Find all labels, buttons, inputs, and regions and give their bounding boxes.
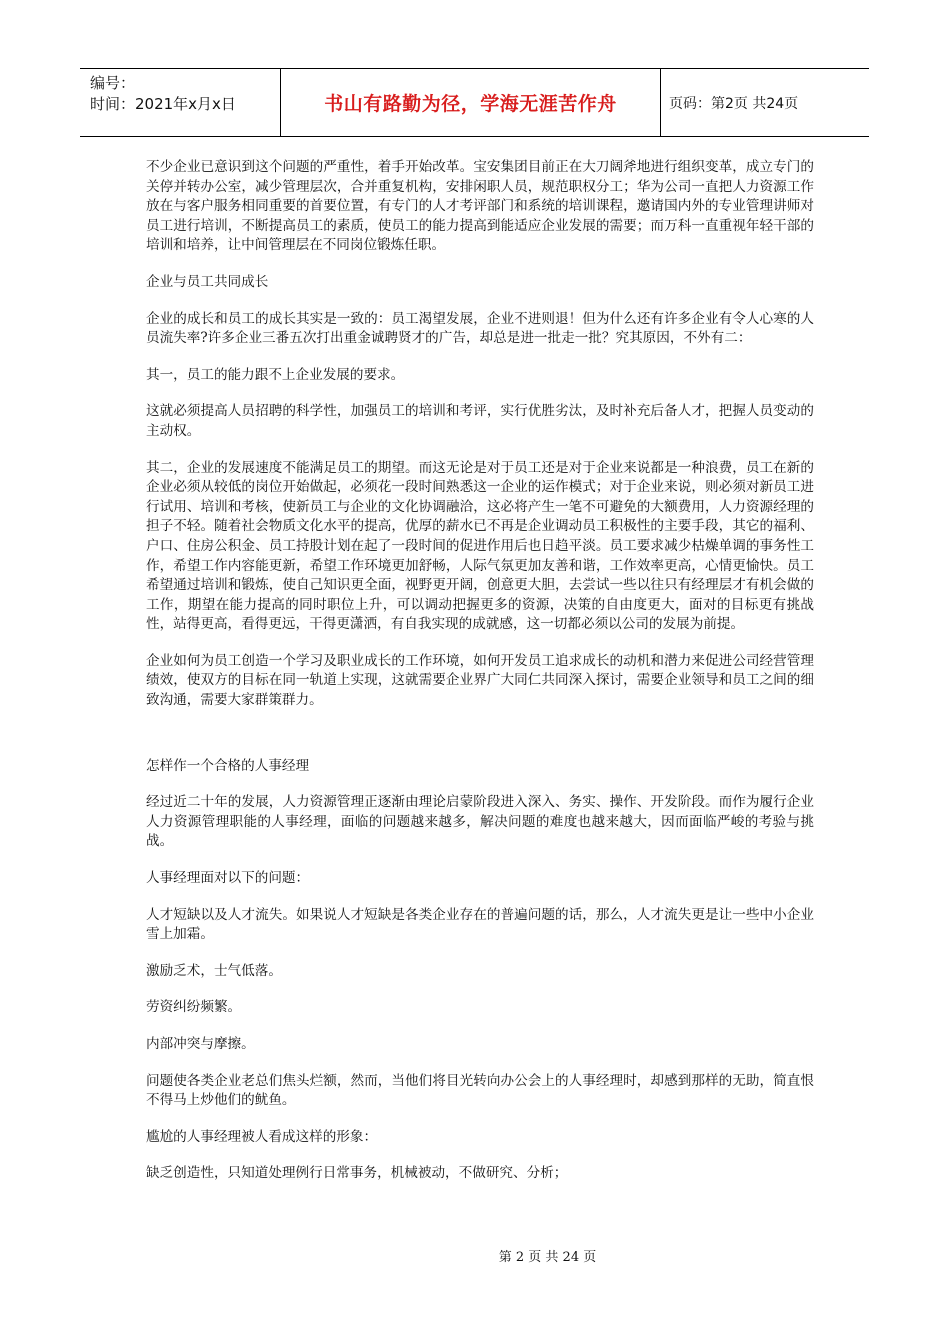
body-paragraph: 人才短缺以及人才流失。如果说人才短缺是各类企业存在的普遍问题的话，那么，人才流失更是让一些中小企业雪上加霜。 xyxy=(146,906,814,943)
body-paragraph: 劳资纠纷频繁。 xyxy=(146,999,242,1016)
body-paragraph: 其一，员工的能力跟不上企业发展的要求。 xyxy=(146,366,405,383)
section-heading: 怎样作一个合格的人事经理 xyxy=(146,757,310,774)
page-header xyxy=(80,68,869,137)
body-paragraph: 问题使各类企业老总们焦头烂额，然而，当他们将目光转向办公会上的人事经理时，却感到那样的无助，简直恨不得马上炒他们的鱿鱼。 xyxy=(146,1072,814,1109)
document-body xyxy=(146,158,814,1201)
body-paragraph: 不少企业已意识到这个问题的严重性，着手开始改革。宝安集团目前正在大刀阔斧地进行组织变革，成立专门的关停并转办公室，减少管理层次，合并重复机构，安排闲职人员，规范职权分工；华为公司一直把人力资源工作放在与客户服务相同重要的首要位置，有专门的人才考评部门和系统的培训课程，邀请国内外的专业管理讲师对员工进行培训，不断提高员工的素质，使员工的能力提高到能适应企业发展的需要；而万科一直重视年轻干部的培训和培养，让中间管理层在不同岗位锻炼任职。 xyxy=(146,159,814,254)
body-paragraph: 内部冲突与摩擦。 xyxy=(146,1036,255,1052)
body-paragraph: 这就必须提高人员招聘的科学性，加强员工的培训和考评，实行优胜劣汰，及时补充后备人才，把握人员变动的主动权。 xyxy=(146,403,814,439)
body-paragraph: 人事经理面对以下的问题： xyxy=(146,870,310,887)
body-paragraph: 尴尬的人事经理被人看成这样的形象： xyxy=(146,1128,378,1145)
body-paragraph: 激励乏术，士气低落。 xyxy=(146,962,282,979)
body-paragraph: 企业的成长和员工的成长其实是一致的：员工渴望发展，企业不进则退！但为什么还有许多企业有令人心寒的人员流失率?许多企业三番五次打出重金诚聘贤才的广告，却总是进一批走一批？究其原因，不外有二： xyxy=(146,310,814,347)
body-paragraph: 其二，企业的发展速度不能满足员工的期望。而这无论是对于员工还是对于企业来说都是一种浪费，员工在新的企业必须从较低的岗位开始做起，必须花一段时间熟悉这一企业的运作模式；对于企业来说，则必须对新员工进行试用、培训和考核，使新员工与企业的文化协调融洽，这必将产生一笔不可避免的大额费用，人力资源经理的担子不轻。随着社会物质文化水平的提高，优厚的薪水已不再是企业调动员工积极性的主要手段，其它的福利、户口、住房公积金、员工持股计划在起了一段时间的促进作用后也日趋平淡。员工要求减少枯燥单调的事务性工作，希望工作内容能更新，希望工作环境更加舒畅，人际气氛更加友善和谐，工作效率更高，心情更愉快。员工希望通过培训和锻炼，使自己知识更全面，视野更开阔，创意更大胆，去尝试一些以往只有经理层才有机会做的工作，期望在能力提高的同时职位上升，可以调动把握更多的资源，决策的自由度更大，面对的目标更有挑战性，站得更高，看得更远，干得更潇洒，有自我实现的成就感，这一切都必须以公司的发展为前提。 xyxy=(146,459,814,633)
footer-page-number: 第 2 页 共 24 页 xyxy=(498,1250,597,1265)
body-paragraph: 缺乏创造性，只知道处理例行日常事务，机械被动，不做研究、分析； xyxy=(146,1165,568,1182)
document-date-label: 时间：2021年x月x日 xyxy=(90,95,236,113)
document-number-label: 编号： xyxy=(90,74,136,92)
body-paragraph: 企业如何为员工创造一个学习及职业成长的工作环境，如何开发员工追求成长的动机和潜力来促进公司经营管理绩效，使双方的目标在同一轨道上实现，这就需要企业界广大同仁共同深入探讨，需要企业领导和员工之间的细致沟通，需要大家群策群力。 xyxy=(146,652,814,709)
body-paragraph: 经过近二十年的发展，人力资源管理正逐渐由理论启蒙阶段进入深入、务实、操作、开发阶段。而作为履行企业人力资源管理职能的人事经理，面临的问题越来越多，解决问题的难度也越来越大，因而面临严峻的考验与挑战。 xyxy=(146,794,814,850)
header-motto: 书山有路勤为径，学海无涯苦作舟 xyxy=(280,69,661,136)
page-footer xyxy=(0,1246,950,1265)
header-meta xyxy=(80,69,280,136)
section-heading: 企业与员工共同成长 xyxy=(146,273,269,290)
header-page-info: 页码：第2页 共24页 xyxy=(669,95,799,112)
